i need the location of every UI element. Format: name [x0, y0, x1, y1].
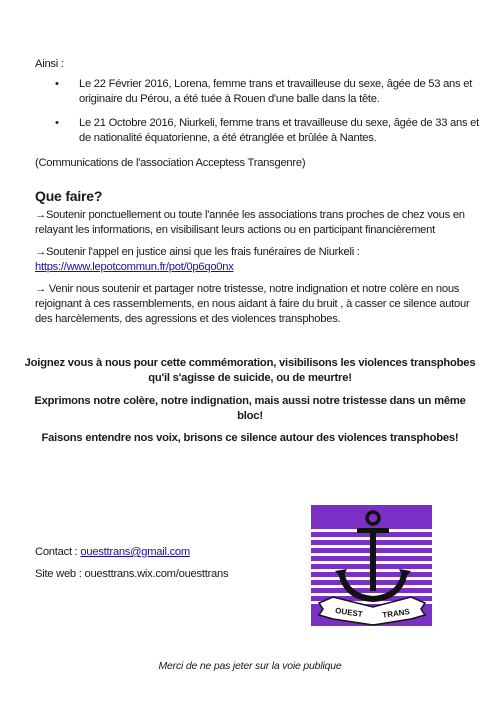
section-heading: Que faire? — [35, 188, 103, 204]
call-line: qu'il s'agisse de suicide, ou de meurtre! — [148, 372, 352, 384]
website-label: Site web : — [35, 568, 85, 580]
list-item-line: Le 22 Février 2016, Lorena, femme trans et travailleuse du sexe, âgée de 53 ans et — [79, 78, 473, 90]
paragraph-line: relayant les informations, en visibilisant leurs actions ou en participant financièrement — [35, 224, 435, 236]
source-note: (Communications de l'association Acceptess Transgenre) — [35, 157, 306, 169]
call-line: Faisons entendre nos voix, brisons ce silence autour des violences transphobes! — [41, 432, 459, 444]
logo-banner-right-text: TRANS — [381, 607, 411, 620]
paragraph-line: rejoignant à ces rassemblements, en nous aidant à faire du bruit , à casser ce silence autour — [35, 298, 470, 310]
ouest-trans-logo — [311, 505, 432, 626]
call-to-action-express — [20, 394, 480, 424]
contact-email-link[interactable]: ouesttrans@gmail.com — [80, 546, 190, 558]
call-line: bloc! — [237, 410, 263, 422]
website-line — [35, 567, 228, 582]
website-url: ouesttrans.wix.com/ouesttrans — [84, 568, 229, 580]
paragraph-line: →Soutenir ponctuellement ou toute l'année les associations trans proches de chez vous en — [35, 209, 465, 221]
bullet-icon: • — [55, 78, 59, 90]
paragraph-line: →Soutenir l'appel en justice ainsi que les frais funéraires de Niurkeli : — [35, 246, 360, 258]
list-item-line: Le 21 Octobre 2016, Niurkeli, femme trans et travailleuse du sexe, âgée de 33 ans et — [79, 117, 480, 129]
action-paragraph-support — [35, 208, 475, 238]
action-paragraph-join — [35, 282, 475, 327]
call-to-action-join — [20, 356, 480, 386]
bullet-icon: • — [55, 117, 59, 129]
fundraiser-link[interactable]: https://www.lepotcommun.fr/pot/0p6qo0nx — [35, 261, 234, 273]
call-to-action-voices — [20, 431, 480, 446]
list-item — [35, 116, 480, 146]
call-line: Exprimons notre colère, notre indignation, mais aussi notre tristesse dans un même — [34, 395, 466, 407]
footer-note: Merci de ne pas jeter sur la voie publique — [158, 660, 342, 672]
list-item — [35, 77, 480, 107]
action-paragraph-funding — [35, 245, 475, 275]
list-item-line: originaire du Pérou, a été tuée à Rouen d'une balle dans la tête. — [79, 93, 380, 105]
list-item-line: de nationalité équatorienne, a été étranglée et brûlée à Nantes. — [79, 132, 377, 144]
victims-list — [35, 77, 480, 155]
intro-label: Ainsi : — [35, 58, 64, 70]
logo-banner-left-text: OUEST — [334, 606, 364, 619]
paragraph-line: des harcèlements, des agressions et des violences transphobes. — [35, 313, 341, 325]
call-line: Joignez vous à nous pour cette commémoration, visibilisons les violences transphobes — [24, 357, 476, 369]
contact-line — [35, 545, 190, 560]
paragraph-line: → Venir nous soutenir et partager notre tristesse, notre indignation et notre colère en nous — [35, 283, 460, 295]
contact-label: Contact : — [35, 546, 81, 558]
